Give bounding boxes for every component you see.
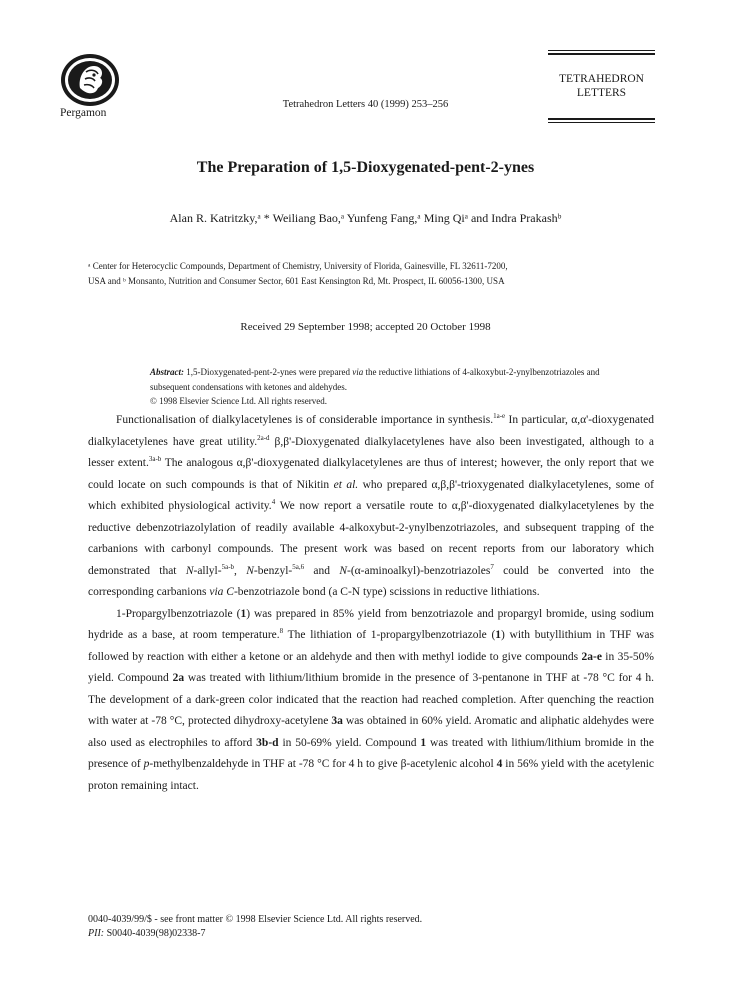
author-affiliations xyxy=(88,259,668,289)
page-footer xyxy=(88,913,654,941)
body-text: β,β'-Dioxygenated dialkylacetylenes have also been investigated, although to a lesser extent. xyxy=(88,435,654,469)
publisher-name: Pergamon xyxy=(60,107,107,119)
body-text: We now report a versatile route to α,β'-dioxygenated dialkylacetylenes by the reductive debenzotriazolylation of readily available 4-alkoxybut-2-ynylbenzotriazoles, and subsequent trapping of the carbanions with carbonyl compounds. The present work was based on recent reports from our laboratory which demonstrated that xyxy=(88,500,654,577)
reference-superscript: 2a-d xyxy=(257,433,270,442)
reference-superscript: 1a-e xyxy=(493,412,506,421)
body-text: in 50-69% yield. Compound xyxy=(278,736,421,749)
journal-rule-top xyxy=(548,50,655,55)
compound-number: 1 xyxy=(495,629,502,641)
body-text: -benzyl- xyxy=(253,564,293,577)
body-text-italic: et al. xyxy=(333,478,359,491)
abstract xyxy=(150,365,620,409)
footer-copyright: 0040-4039/99/$ - see front matter © 1998 Elsevier Science Ltd. All rights reserved. xyxy=(88,914,423,925)
abstract-label: Abstract: xyxy=(150,367,185,377)
compound-number: 3a xyxy=(331,715,343,727)
body-text-italic: p xyxy=(143,758,150,770)
compound-number: 1 xyxy=(240,607,247,620)
body-text: The analogous α,β'-dioxygenated dialkylacetylenes are thus of interest; however, the only report that we could locate on such compounds is that of Nikitin xyxy=(88,457,654,491)
article-body xyxy=(88,410,654,797)
body-text-italic: N xyxy=(185,564,194,577)
reference-superscript: 7 xyxy=(490,562,494,571)
body-paragraph xyxy=(88,604,654,798)
body-text: who prepared α,β,β'-trioxygenated dialkylacetylenes, some of which exhibited physiological activity. xyxy=(88,478,654,512)
journal-name-line1: TETRAHEDRON xyxy=(559,73,644,85)
body-text: was treated with lithium/lithium bromide in the presence of xyxy=(88,736,655,770)
reference-superscript: 5a,6 xyxy=(292,562,305,571)
compound-number: 2a xyxy=(172,672,185,684)
body-text-italic: C xyxy=(226,586,234,598)
compound-number: 4 xyxy=(496,758,503,770)
compound-number: 2a-e xyxy=(581,650,602,663)
journal-name xyxy=(548,72,655,100)
journal-citation: Tetrahedron Letters 40 (1999) 253–256 xyxy=(282,99,449,110)
affiliation-line: ᵃ Center for Heterocyclic Compounds, Department of Chemistry, University of Florida, Gainesville, FL 32611-7200, xyxy=(88,261,508,271)
reference-superscript: 5a-b xyxy=(221,562,235,571)
article-authors: Alan R. Katritzky,ᵃ * Weiliang Bao,ᵃ Yunfeng Fang,ᵃ Ming Qiᵃ and Indra Prakashᵇ xyxy=(169,211,562,225)
body-text: -(α-aminoalkyl)-benzotriazoles xyxy=(346,564,491,577)
body-text-italic: N xyxy=(246,564,254,577)
abstract-text: the reductive lithiations of 4-alkoxybut-2-ynylbenzotriazoles and subsequent condensations with ketones and aldehydes. xyxy=(150,367,600,392)
pii-label: PII: xyxy=(88,928,105,939)
body-text-italic: via xyxy=(209,586,224,598)
body-text: In particular, α,α'-dioxygenated dialkylacetylenes have great utility. xyxy=(88,414,654,448)
body-text: and xyxy=(304,564,340,577)
pii-value: S0040-4039(98)02338-7 xyxy=(104,928,206,939)
body-text-italic: N xyxy=(339,564,347,577)
received-dates: Received 29 September 1998; accepted 20 October 1998 xyxy=(240,321,491,333)
body-text: in 56% yield with the acetylenic proton remaining intact. xyxy=(88,758,654,792)
compound-number: 1 xyxy=(420,736,427,749)
body-text: ) with butyllithium in THF was followed by reaction with either a ketone or an aldehyde and then with methyl iodide to give compounds xyxy=(88,629,654,663)
abstract-text: 1,5-Dioxygenated-pent-2-ynes were prepared xyxy=(184,367,353,377)
body-text: , xyxy=(234,564,247,577)
reference-superscript: 3a-b xyxy=(148,455,162,464)
reference-superscript: 4 xyxy=(271,498,276,507)
body-text: -benzotriazole bond (a C-N type) scissions in reductive lithiations. xyxy=(233,586,540,598)
body-text: -methylbenzaldehyde in THF at -78 °C for 4 h to give β-acetylenic alcohol xyxy=(149,758,497,770)
journal-name-line2: LETTERS xyxy=(576,87,627,99)
body-text: was obtained in 60% yield. Aromatic and aliphatic aldehydes were also used as electrophiles to afford xyxy=(88,715,654,749)
body-text: in 35-50% yield. Compound xyxy=(88,650,654,684)
body-text: -allyl- xyxy=(193,564,222,577)
affiliation-line: USA and ᵇ Monsanto, Nutrition and Consumer Sector, 601 East Kensington Rd, Mt. Prospect, IL 60056-1300, USA xyxy=(88,276,505,286)
article-title: The Preparation of 1,5-Dioxygenated-pent-2-ynes xyxy=(196,159,535,176)
body-text: ) was prepared in 85% yield from benzotriazole and propargyl bromide, using sodium hydride as a base, at room temperature. xyxy=(88,607,654,641)
body-text: was treated with lithium/lithium bromide in the presence of 3-pentanone in THF at -78 °C for 4 h. The development of a dark-green color indicated that the reaction had reached completion. After quenching the reaction with water at -78 °C, protected dihydroxy-acetylene xyxy=(88,672,654,727)
compound-number: 3b-d xyxy=(256,736,279,749)
journal-rule-bottom xyxy=(548,118,655,123)
body-paragraph xyxy=(88,410,654,604)
body-text: The lithiation of 1-propargylbenzotriazole ( xyxy=(283,629,496,641)
body-text: 1-Propargylbenzotriazole ( xyxy=(116,607,241,620)
abstract-text-italic: via xyxy=(352,367,364,377)
reference-superscript: 8 xyxy=(279,627,284,636)
abstract-copyright: © 1998 Elsevier Science Ltd. All rights reserved. xyxy=(150,396,328,406)
body-text: Functionalisation of dialkylacetylenes is of considerable importance in synthesis. xyxy=(116,414,494,426)
body-text: could be converted into the corresponding carbanions xyxy=(88,564,655,598)
footer-pii xyxy=(88,927,654,941)
